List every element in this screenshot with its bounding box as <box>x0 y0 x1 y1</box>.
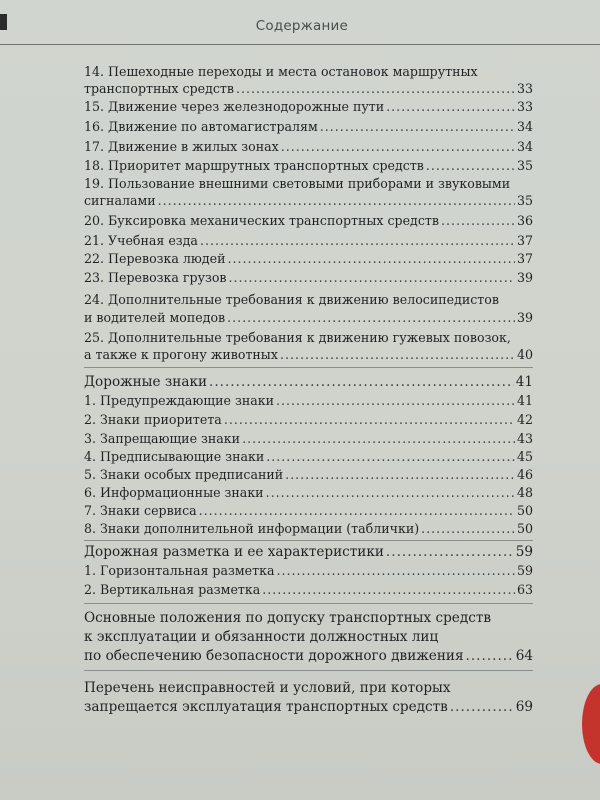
toc-sign-5 <box>84 467 533 483</box>
toc-entry-18 <box>84 158 533 174</box>
toc-entry-16 <box>84 119 533 135</box>
toc-sign-1 <box>84 393 533 409</box>
toc-entry-20 <box>84 213 533 229</box>
toc-entry-text: 16. Движение по автомагистралям <box>84 119 318 134</box>
page-number: 43 <box>516 431 533 446</box>
toc-entry-text: 3. Запрещающие знаки <box>84 431 241 446</box>
toc-entry-text: 19. Пользование внешними световыми приборами и звуковыми <box>84 176 511 191</box>
toc-entry-text: 4. Предписывающие знаки <box>84 449 265 464</box>
section-basic-provisions-l2 <box>84 629 533 645</box>
section-basic-provisions <box>84 610 533 626</box>
section-title: по обеспечению безопасности дорожного движения <box>84 648 464 664</box>
toc-entry-25 <box>84 330 533 346</box>
section-title: Перечень неисправностей и условий, при которых <box>84 680 451 696</box>
toc-entry-text: 20. Буксировка механических транспортных средств <box>84 213 439 228</box>
toc-entry-21 <box>84 233 533 249</box>
toc-entry-24-cont <box>84 310 533 326</box>
section-divider <box>84 670 533 671</box>
page-number: 39 <box>516 270 533 285</box>
toc-entry-14-cont <box>84 81 533 97</box>
toc-entry-text: 24. Дополнительные требования к движению велосипедистов <box>84 292 499 307</box>
toc-entry-text: 21. Учебная езда <box>84 233 198 248</box>
section-title: Дорожная разметка и ее характеристики <box>84 544 384 560</box>
section-road-marking <box>84 544 533 560</box>
toc-sign-4 <box>84 449 533 465</box>
toc-entry-19 <box>84 176 533 192</box>
toc-entry-text: а также к прогону животных <box>84 347 278 362</box>
toc-entry-17 <box>84 139 533 155</box>
page-number: 50 <box>516 521 533 536</box>
page-number: 50 <box>516 503 533 518</box>
section-malfunctions <box>84 680 533 696</box>
toc-entry-24 <box>84 292 533 308</box>
toc-entry-text: транспортных средств <box>84 81 234 96</box>
toc-entry-text: 18. Приоритет маршрутных транспортных средств <box>84 158 424 173</box>
toc-entry-text: сигналами <box>84 193 156 208</box>
section-title: запрещается эксплуатация транспортных средств <box>84 699 448 715</box>
toc-entry-text: 5. Знаки особых предписаний <box>84 467 284 482</box>
page-number: 36 <box>516 213 533 228</box>
page-number: 37 <box>516 251 533 266</box>
toc-entry-19-cont <box>84 193 533 209</box>
page-number: 41 <box>515 374 533 390</box>
toc-entry-text: 23. Перевозка грузов <box>84 270 227 285</box>
page-number: 33 <box>516 81 533 96</box>
page-number: 64 <box>515 648 533 664</box>
toc-sign-6 <box>84 485 533 501</box>
section-divider <box>84 367 533 368</box>
toc-entry-text: и водителей мопедов <box>84 310 226 325</box>
section-title: Основные положения по допуску транспортных средств <box>84 610 491 626</box>
page-number: 59 <box>516 563 533 578</box>
toc-entry-text: 7. Знаки сервиса <box>84 503 197 518</box>
toc-entry-text: 25. Дополнительные требования к движению гужевых повозок, <box>84 330 511 345</box>
toc-entry-text: 1. Горизонтальная разметка <box>84 563 275 578</box>
page-number: 48 <box>516 485 533 500</box>
page-number: 45 <box>516 449 533 464</box>
page-number: 41 <box>516 393 533 408</box>
toc-entry-15 <box>84 99 533 115</box>
toc-entry-text: 6. Информационные знаки <box>84 485 264 500</box>
toc-entry-text: 8. Знаки дополнительной информации (таблички) <box>84 521 420 536</box>
toc-entry-22 <box>84 251 533 267</box>
section-divider <box>84 603 533 604</box>
toc-marking-2 <box>84 582 533 598</box>
section-title: к эксплуатации и обязанности должностных лиц <box>84 629 439 645</box>
page-number: 37 <box>516 233 533 248</box>
section-title: Дорожные знаки <box>84 374 208 390</box>
toc-entry-text: 22. Перевозка людей <box>84 251 226 266</box>
page-number: 35 <box>516 158 533 173</box>
page-number: 63 <box>516 582 533 597</box>
toc-entry-text: 2. Вертикальная разметка <box>84 582 261 597</box>
toc-entry-text: 1. Предупреждающие знаки <box>84 393 274 408</box>
page-number: 69 <box>515 699 533 715</box>
page-number: 39 <box>516 310 533 325</box>
page-number: 34 <box>516 119 533 134</box>
toc-sign-2 <box>84 412 533 428</box>
section-basic-provisions-l3 <box>84 648 533 664</box>
toc-entry-25-cont <box>84 347 533 363</box>
page-number: 35 <box>516 193 533 208</box>
toc-marking-1 <box>84 563 533 579</box>
toc-sign-8 <box>84 521 533 537</box>
page-number: 34 <box>516 139 533 154</box>
page-number: 40 <box>516 347 533 362</box>
page-number: 46 <box>516 467 533 482</box>
toc-entry-14 <box>84 64 533 80</box>
toc-sign-3 <box>84 431 533 447</box>
toc-entry-text: 17. Движение в жилых зонах <box>84 139 279 154</box>
section-divider <box>84 540 533 541</box>
page-number: 42 <box>516 412 533 427</box>
toc-entry-23 <box>84 270 533 286</box>
toc-sign-7 <box>84 503 533 519</box>
toc-entry-text: 2. Знаки приоритета <box>84 412 222 427</box>
page-number: 59 <box>515 544 533 560</box>
page-number: 33 <box>516 99 533 114</box>
toc-entry-text: 14. Пешеходные переходы и места остановок маршрутных <box>84 64 478 79</box>
section-road-signs <box>84 374 533 390</box>
header-title: Содержание <box>255 18 348 34</box>
section-malfunctions-l2 <box>84 699 533 715</box>
toc-entry-text: 15. Движение через железнодорожные пути <box>84 99 385 114</box>
